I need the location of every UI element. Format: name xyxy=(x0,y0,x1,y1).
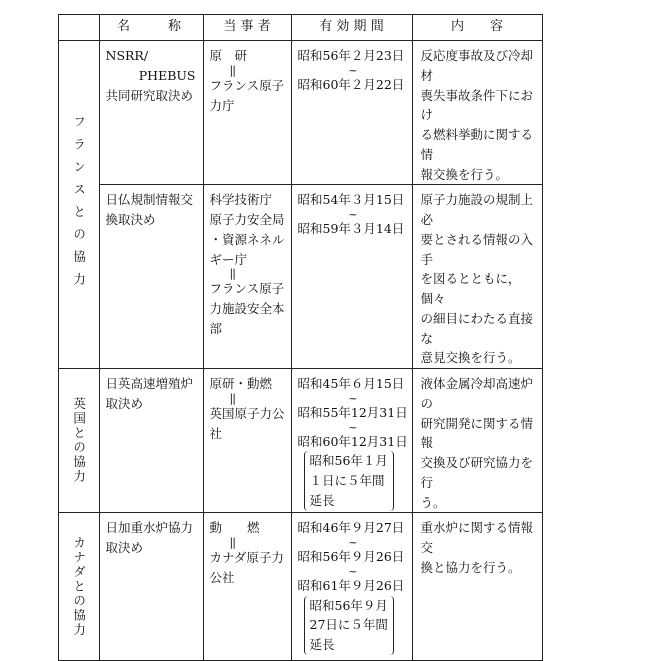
cooperation-table xyxy=(58,14,543,661)
country-canada: カナダとの協力 xyxy=(59,513,100,661)
table-row xyxy=(59,369,543,513)
header-country xyxy=(59,15,100,41)
agreement-name: 日仏規制情報交 換取決め xyxy=(99,185,203,369)
validity-period: 昭和46年９月27日 ~ 昭和56年９月26日 ~ 昭和61年９月26日 昭和56年９月 27日に５年間 延長 xyxy=(291,513,412,661)
country-france: フランスとの協力 xyxy=(59,41,100,369)
agreement-name: NSRR/ PHEBUS 共同研究取決め xyxy=(99,41,203,185)
header-name: 名 称 xyxy=(99,15,203,41)
parties: 原 研 || フランス原子 力庁 xyxy=(203,41,291,185)
agreement-name: 日加重水炉協力 取決め xyxy=(99,513,203,661)
header-row xyxy=(59,15,543,41)
table-row xyxy=(59,185,543,369)
content: 液体金属冷却高速炉の 研究開発に関する情報 交換及び研究協力を行 う。 xyxy=(412,369,542,513)
parties: 動 燃 || カナダ原子力 公社 xyxy=(203,513,291,661)
validity-period: 昭和54年３月15日 ~ 昭和59年３月14日 xyxy=(291,185,412,369)
header-content: 内 容 xyxy=(412,15,542,41)
validity-period: 昭和45年６月15日 ~ 昭和55年12月31日 ~ 昭和60年12月31日 昭和56年１月 １日に５年間 延長 xyxy=(291,369,412,513)
extension-note: 昭和56年１月 １日に５年間 延長 xyxy=(304,451,394,510)
content: 反応度事故及び冷却材 喪失事故条件下におけ る燃料挙動に関する情 報交換を行う。 xyxy=(412,41,542,185)
header-period: 有 効 期 間 xyxy=(291,15,412,41)
table-row xyxy=(59,513,543,661)
parties: 原研・動燃 || 英国原子力公 社 xyxy=(203,369,291,513)
content: 重水炉に関する情報交 換と協力を行う。 xyxy=(412,513,542,661)
agreement-name: 日英高速増殖炉 取決め xyxy=(99,369,203,513)
table-row xyxy=(59,41,543,185)
header-party: 当 事 者 xyxy=(203,15,291,41)
parties: 科学技術庁 原子力安全局 ・資源ネネル ギー庁 || フランス原子 力施設安全本 部 xyxy=(203,185,291,369)
content: 原子力施設の規制上必 要とされる情報の入手 を図るとともに，個々 の細目にわたる直接な 意見交換を行う。 xyxy=(412,185,542,369)
country-uk: 英国との協力 xyxy=(59,369,100,513)
extension-note: 昭和56年９月 27日に５年間 延長 xyxy=(304,596,394,655)
validity-period: 昭和56年２月23日 ~ 昭和60年２月22日 xyxy=(291,41,412,185)
